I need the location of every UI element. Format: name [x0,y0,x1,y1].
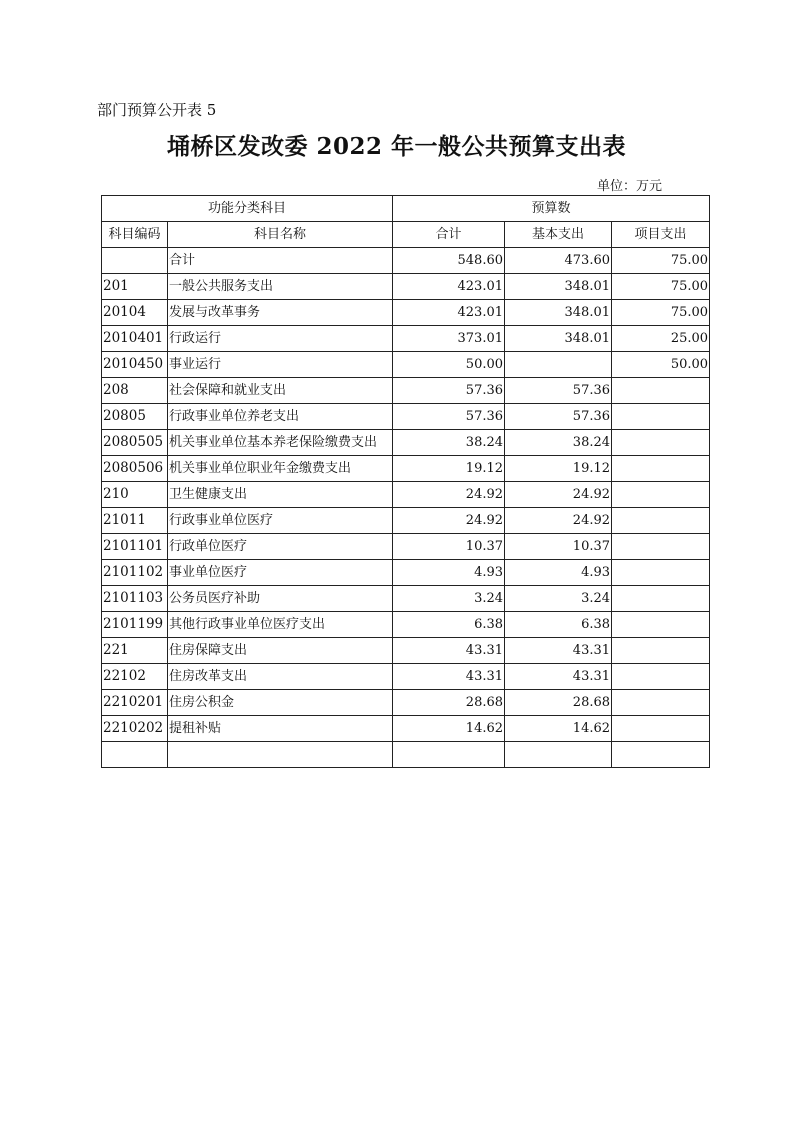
row-code: 2080505 [102,430,168,456]
row-total: 38.24 [393,430,505,456]
table-row [102,378,710,404]
table-row [102,404,710,430]
row-project [612,690,710,716]
row-name: 事业运行 [168,352,393,378]
row-basic [505,742,612,768]
row-total: 373.01 [393,326,505,352]
row-project [612,404,710,430]
row-code: 2010401 [102,326,168,352]
header-code: 科目编码 [102,222,168,248]
row-total: 3.24 [393,586,505,612]
budget-table [101,195,710,768]
row-code: 2010450 [102,352,168,378]
row-name: 行政事业单位养老支出 [168,404,393,430]
row-name: 机关事业单位职业年金缴费支出 [168,456,393,482]
row-total: 50.00 [393,352,505,378]
table-row [102,586,710,612]
table-row [102,612,710,638]
row-basic: 10.37 [505,534,612,560]
row-name: 行政事业单位医疗 [168,508,393,534]
row-name: 合计 [168,248,393,274]
table-row [102,664,710,690]
header-project: 项目支出 [612,222,710,248]
row-code: 221 [102,638,168,664]
table-row [102,716,710,742]
table-row [102,248,710,274]
row-basic: 348.01 [505,274,612,300]
row-name: 卫生健康支出 [168,482,393,508]
row-code: 2101103 [102,586,168,612]
table-row [102,690,710,716]
row-project: 50.00 [612,352,710,378]
row-name: 其他行政事业单位医疗支出 [168,612,393,638]
header-column-row [102,222,710,248]
row-total: 10.37 [393,534,505,560]
row-basic [505,352,612,378]
unit-label: 单位：万元 [597,179,663,194]
row-project: 75.00 [612,274,710,300]
row-code: 2101102 [102,560,168,586]
row-code [102,742,168,768]
row-name: 行政单位医疗 [168,534,393,560]
header-group-row [102,196,710,222]
row-project [612,742,710,768]
row-basic: 57.36 [505,404,612,430]
row-name: 事业单位医疗 [168,560,393,586]
table-row [102,560,710,586]
row-code: 208 [102,378,168,404]
row-basic: 3.24 [505,586,612,612]
table-row [102,300,710,326]
row-basic: 28.68 [505,690,612,716]
row-total: 4.93 [393,560,505,586]
row-basic: 14.62 [505,716,612,742]
row-project [612,482,710,508]
row-project [612,508,710,534]
header-basic: 基本支出 [505,222,612,248]
table-row [102,638,710,664]
row-total: 28.68 [393,690,505,716]
row-basic: 38.24 [505,430,612,456]
row-code [102,248,168,274]
row-project [612,612,710,638]
table-row [102,274,710,300]
row-name: 住房改革支出 [168,664,393,690]
row-total: 24.92 [393,508,505,534]
table-row [102,430,710,456]
document-label: 部门预算公开表 5 [97,101,217,119]
row-name: 提租补贴 [168,716,393,742]
row-name: 行政运行 [168,326,393,352]
row-total: 57.36 [393,378,505,404]
row-project [612,430,710,456]
table-row [102,508,710,534]
row-name: 社会保障和就业支出 [168,378,393,404]
row-basic: 19.12 [505,456,612,482]
row-name: 住房公积金 [168,690,393,716]
row-code: 2080506 [102,456,168,482]
page-title: 埇桥区发改委 2022 年一般公共预算支出表 [166,133,627,160]
row-name: 住房保障支出 [168,638,393,664]
table-row [102,482,710,508]
row-basic: 4.93 [505,560,612,586]
row-code: 2101101 [102,534,168,560]
row-total: 24.92 [393,482,505,508]
row-basic: 24.92 [505,482,612,508]
row-code: 21011 [102,508,168,534]
row-basic: 43.31 [505,664,612,690]
table-row [102,534,710,560]
table-body [102,248,710,768]
table-row [102,326,710,352]
row-total [393,742,505,768]
row-total: 57.36 [393,404,505,430]
row-project [612,378,710,404]
row-basic: 24.92 [505,508,612,534]
row-total: 548.60 [393,248,505,274]
table-row [102,352,710,378]
row-code: 2210201 [102,690,168,716]
row-total: 19.12 [393,456,505,482]
row-total: 43.31 [393,638,505,664]
row-name [168,742,393,768]
row-total: 6.38 [393,612,505,638]
row-project: 25.00 [612,326,710,352]
row-project: 75.00 [612,300,710,326]
header-functional: 功能分类科目 [102,196,393,222]
row-code: 20104 [102,300,168,326]
row-code: 2101199 [102,612,168,638]
row-basic: 348.01 [505,300,612,326]
row-name: 公务员医疗补助 [168,586,393,612]
row-basic: 43.31 [505,638,612,664]
row-project [612,586,710,612]
row-project: 75.00 [612,248,710,274]
row-name: 一般公共服务支出 [168,274,393,300]
row-total: 423.01 [393,300,505,326]
row-total: 14.62 [393,716,505,742]
table-row [102,742,710,768]
row-project [612,456,710,482]
row-project [612,534,710,560]
row-basic: 57.36 [505,378,612,404]
row-basic: 473.60 [505,248,612,274]
row-code: 20805 [102,404,168,430]
row-project [612,560,710,586]
row-project [612,716,710,742]
row-project [612,664,710,690]
header-total: 合计 [393,222,505,248]
row-code: 210 [102,482,168,508]
row-name: 机关事业单位基本养老保险缴费支出 [168,430,393,456]
table-row [102,456,710,482]
header-budget: 预算数 [393,196,710,222]
row-total: 423.01 [393,274,505,300]
row-code: 22102 [102,664,168,690]
row-basic: 348.01 [505,326,612,352]
row-basic: 6.38 [505,612,612,638]
row-name: 发展与改革事务 [168,300,393,326]
row-total: 43.31 [393,664,505,690]
header-name: 科目名称 [168,222,393,248]
row-code: 2210202 [102,716,168,742]
row-code: 201 [102,274,168,300]
row-project [612,638,710,664]
